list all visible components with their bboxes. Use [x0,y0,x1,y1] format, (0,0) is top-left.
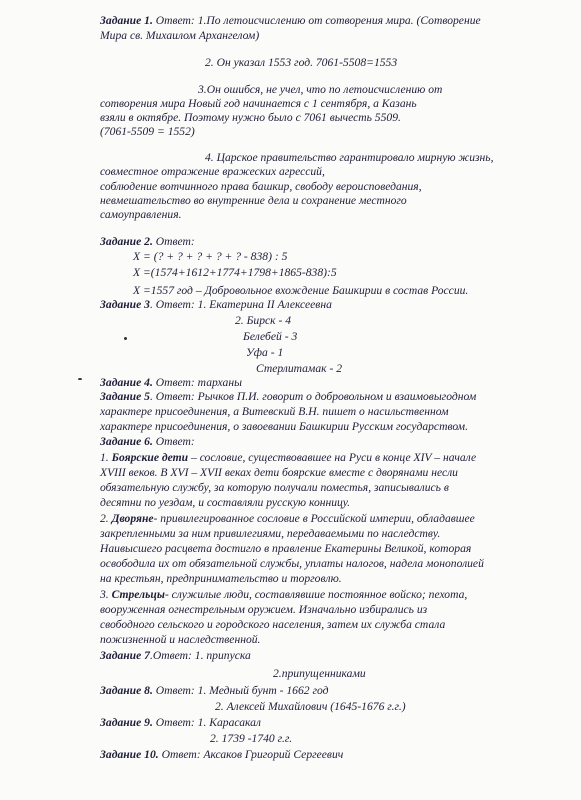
task-3-line-1: Задание 3. Ответ: 1. Екатерина II Алексеевна [100,298,332,311]
task-8-line-1: Задание 8. Ответ: 1. Медный бунт - 1662 год [100,684,329,697]
task-1-line-3: 2. Он указал 1553 год. 7061-5508=1553 [205,56,398,69]
task-1-line-9: совместное отражение вражеских агрессий, [100,165,325,178]
scan-speck [78,378,82,380]
task-7-line-1: Задание 7.Ответ: 1. припуска [100,649,251,662]
task-6-p3-line-4: пожизненной и наследственной. [100,633,261,646]
task-3-line-5: Стерлитамак - 2 [256,362,343,375]
task-1-line-12: самоуправления. [100,208,182,221]
task-6-p3-line-1: 3. Стрельцы- служилые люди, составлявшие постоянное войско; пехота, [100,588,468,601]
task-1-line-4: 3.Он ошибся, не учел, что по летоисчислению от [198,83,443,96]
task-3-line-3: Белебей - 3 [243,330,298,343]
task-6-p2-line-5: на крестьян, предпринимательство и торговлю. [100,572,342,585]
task-6-p2-line-4: освободила их от обязательной службы, уплаты налогов, надела монополией [100,557,484,570]
task-1-line-10: соблюдение вотчинного права башкир, свободу вероисповедания, [100,180,422,193]
task-6-p2-line-1: 2. Дворяне- привилегированное сословие в Российской империи, обладавшее [100,512,475,525]
task-6-p2-line-3: Наивысшего расцвета достигло в правление Екатерины Великой, которая [100,542,472,555]
task-6-p1-line-3: обязательную службу, за которую получали поместья, записывались в [100,481,449,494]
task-2-heading: Задание 2. Ответ: [100,235,195,248]
task-1-line-11: невмешательство во внутренние дела и сохранение местного [100,194,407,207]
task-2-formula-3: Х =1557 год – Добровольное вхождение Башкирии в состав России. [133,284,469,297]
task-1-line-5: сотворения мира Новый год начинается с 1 сентября, а Казань [100,97,417,110]
task-6-p3-line-2: вооруженная огнестрельным оружием. Изначально избирались из [100,603,428,616]
task-2-formula-1: Х = (? + ? + ? + ? + ? - 838) : 5 [133,250,288,263]
task-6-p1-line-4: десятни по уездам, и составляли русскую конницу. [100,496,351,509]
task-5-line-3: характере присоединения, о завоевании Башкирии Русским государством. [100,420,468,433]
task-1-line-1: Задание 1. Ответ: 1.По летоисчислению от сотворения мира. (Сотворение [100,14,481,27]
task-1-line-2: Мира св. Михаилом Архангелом) [100,29,260,42]
task-5-line-1: Задание 5. Ответ: Рычков П.И. говорит о добровольном и взаимовыгодном [100,390,477,403]
task-10-line: Задание 10. Ответ: Аксаков Григорий Сергеевич [100,748,344,761]
task-4-line: Задание 4. Ответ: тарханы [100,376,242,389]
task-1-line-8: 4. Царское правительство гарантировало мирную жизнь, [205,151,494,164]
task-7-line-2: 2.припущенниками [273,667,366,680]
task-1-line-7: (7061-5509 = 1552) [100,125,195,138]
task-9-line-2: 2. 1739 -1740 г.г. [210,732,293,745]
task-6-p3-line-3: свободного сельского и городского населения, затем их служба стала [100,618,446,631]
task-6-heading: Задание 6. Ответ: [100,435,195,448]
task-1-line-6: взяли в октябре. Поэтому нужно было с 7061 вычесть 5509. [100,111,401,124]
task-3-line-2: 2. Бирск - 4 [235,314,292,327]
task-9-line-1: Задание 9. Ответ: 1. Карасакал [100,716,261,729]
scan-speck [124,337,127,340]
task-3-line-4: Уфа - 1 [246,346,284,359]
task-2-formula-2: Х =(1574+1612+1774+1798+1865-838):5 [133,266,337,279]
task-6-p2-line-2: закрепленными за ним привилегиями, передаваемыми по наследству. [100,527,441,540]
task-6-p1-line-1: 1. Боярские дети – сословие, существовавшее на Руси в конце XIV – начале [100,451,477,464]
task-8-line-2: 2. Алексей Михайлович (1645-1676 г.г.) [215,700,406,713]
task-5-line-2: характере присоединения, а Витевский В.Н. пишет о насильственном [100,405,449,418]
task-6-p1-line-2: XVIII веков. В XVI – XVII веках дети боярские вместе с дворянами несли [100,466,458,479]
